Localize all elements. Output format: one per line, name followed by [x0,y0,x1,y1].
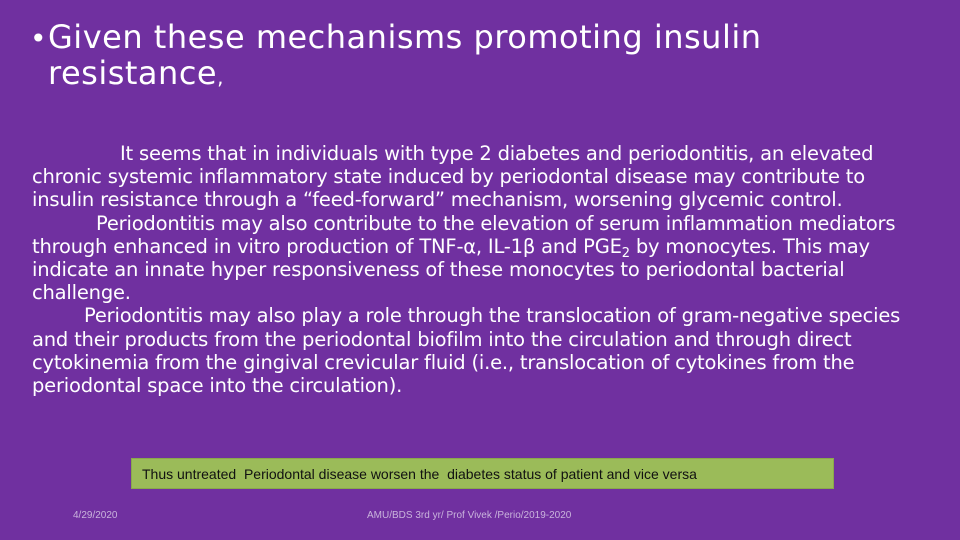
slide-title [30,20,930,94]
title-line-1: Given these mechanisms promoting insulin [48,18,762,56]
paragraph-2-text-end: by monocytes. This may indicate an innate hyper responsiveness of these monocytes to periodontal bacterial challenge. [32,234,870,305]
footer-date: 4/29/2020 [73,510,118,521]
paragraph-2-text: Periodontitis may also contribute to the elevation of serum inflammation mediators through enhanced in vitro production of TNF-α, IL-1β and PGE [32,211,896,258]
conclusion-callout: Thus untreated Periodontal disease worsen the diabetes status of patient and vice versa [131,458,834,489]
title-comma: , [217,65,224,89]
paragraph-translocation: Periodontitis may also play a role through the translocation of gram-negative species and their products from the periodontal biofilm into the circulation and through direct cytokinemia from the gingival crevicular fluid (i.e., translocation of cytokines from the periodontal space into the circulation). [32,304,901,398]
slide-body [32,142,932,397]
footer-course-info: AMU/BDS 3rd yr/ Prof Vivek /Perio/2019-2020 [367,510,572,521]
bullet-icon: • [30,22,48,55]
subscript-2: 2 [621,245,630,261]
title-line-2: resistance [48,54,218,92]
paragraph-inflammation-mediators [32,212,932,305]
paragraph-insulin-resistance: It seems that in individuals with type 2 diabetes and periodontitis, an elevated chronic systemic inflammatory state induced by periodontal disease may contribute to insulin resistance through a “feed-forward” mechanism, worsening glycemic control. [32,142,874,212]
